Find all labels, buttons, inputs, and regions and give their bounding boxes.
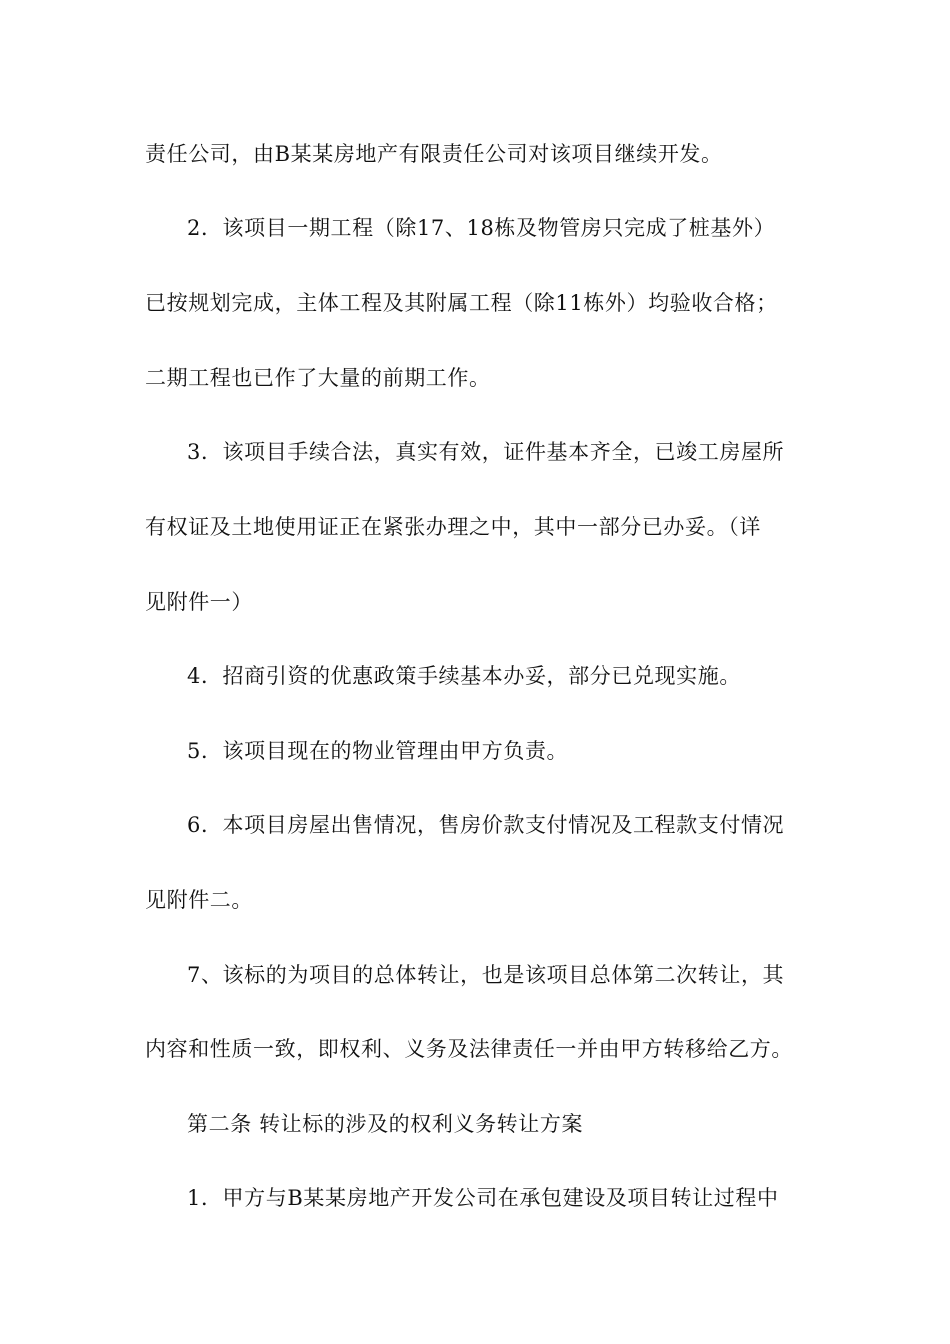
text-line-1: 责任公司，由B某某房地产有限责任公司对该项目继续开发。 [145,142,723,166]
text-line-8: 4．招商引资的优惠政策手续基本办妥，部分已兑现实施。 [187,664,741,688]
text-line-12: 7、该标的为项目的总体转让，也是该项目总体第二次转让，其 [187,963,785,987]
text-line-5: 3．该项目手续合法，真实有效，证件基本齐全，已竣工房屋所 [187,440,785,464]
section-heading: 第二条 转让标的涉及的权利义务转让方案 [187,1112,584,1136]
text-line-2: 2．该项目一期工程（除17、18栋及物管房只完成了桩基外） [187,216,776,240]
text-line-9: 5．该项目现在的物业管理由甲方负责。 [187,739,569,763]
text-line-13: 内容和性质一致，即权利、义务及法律责任一并由甲方转移给乙方。 [145,1037,793,1061]
text-line-4: 二期工程也已作了大量的前期工作。 [145,366,491,390]
text-line-6: 有权证及土地使用证正在紧张办理之中，其中一部分已办妥。（详 [145,515,761,539]
text-line-7: 见附件一） [145,590,253,614]
text-line-3: 已按规划完成，主体工程及其附属工程（除11栋外）均验收合格； [145,291,778,315]
text-line-15: 1．甲方与B某某房地产开发公司在承包建设及项目转让过程中 [187,1186,779,1210]
text-line-10: 6．本项目房屋出售情况，售房价款支付情况及工程款支付情况 [187,813,785,837]
text-line-11: 见附件二。 [145,888,253,912]
